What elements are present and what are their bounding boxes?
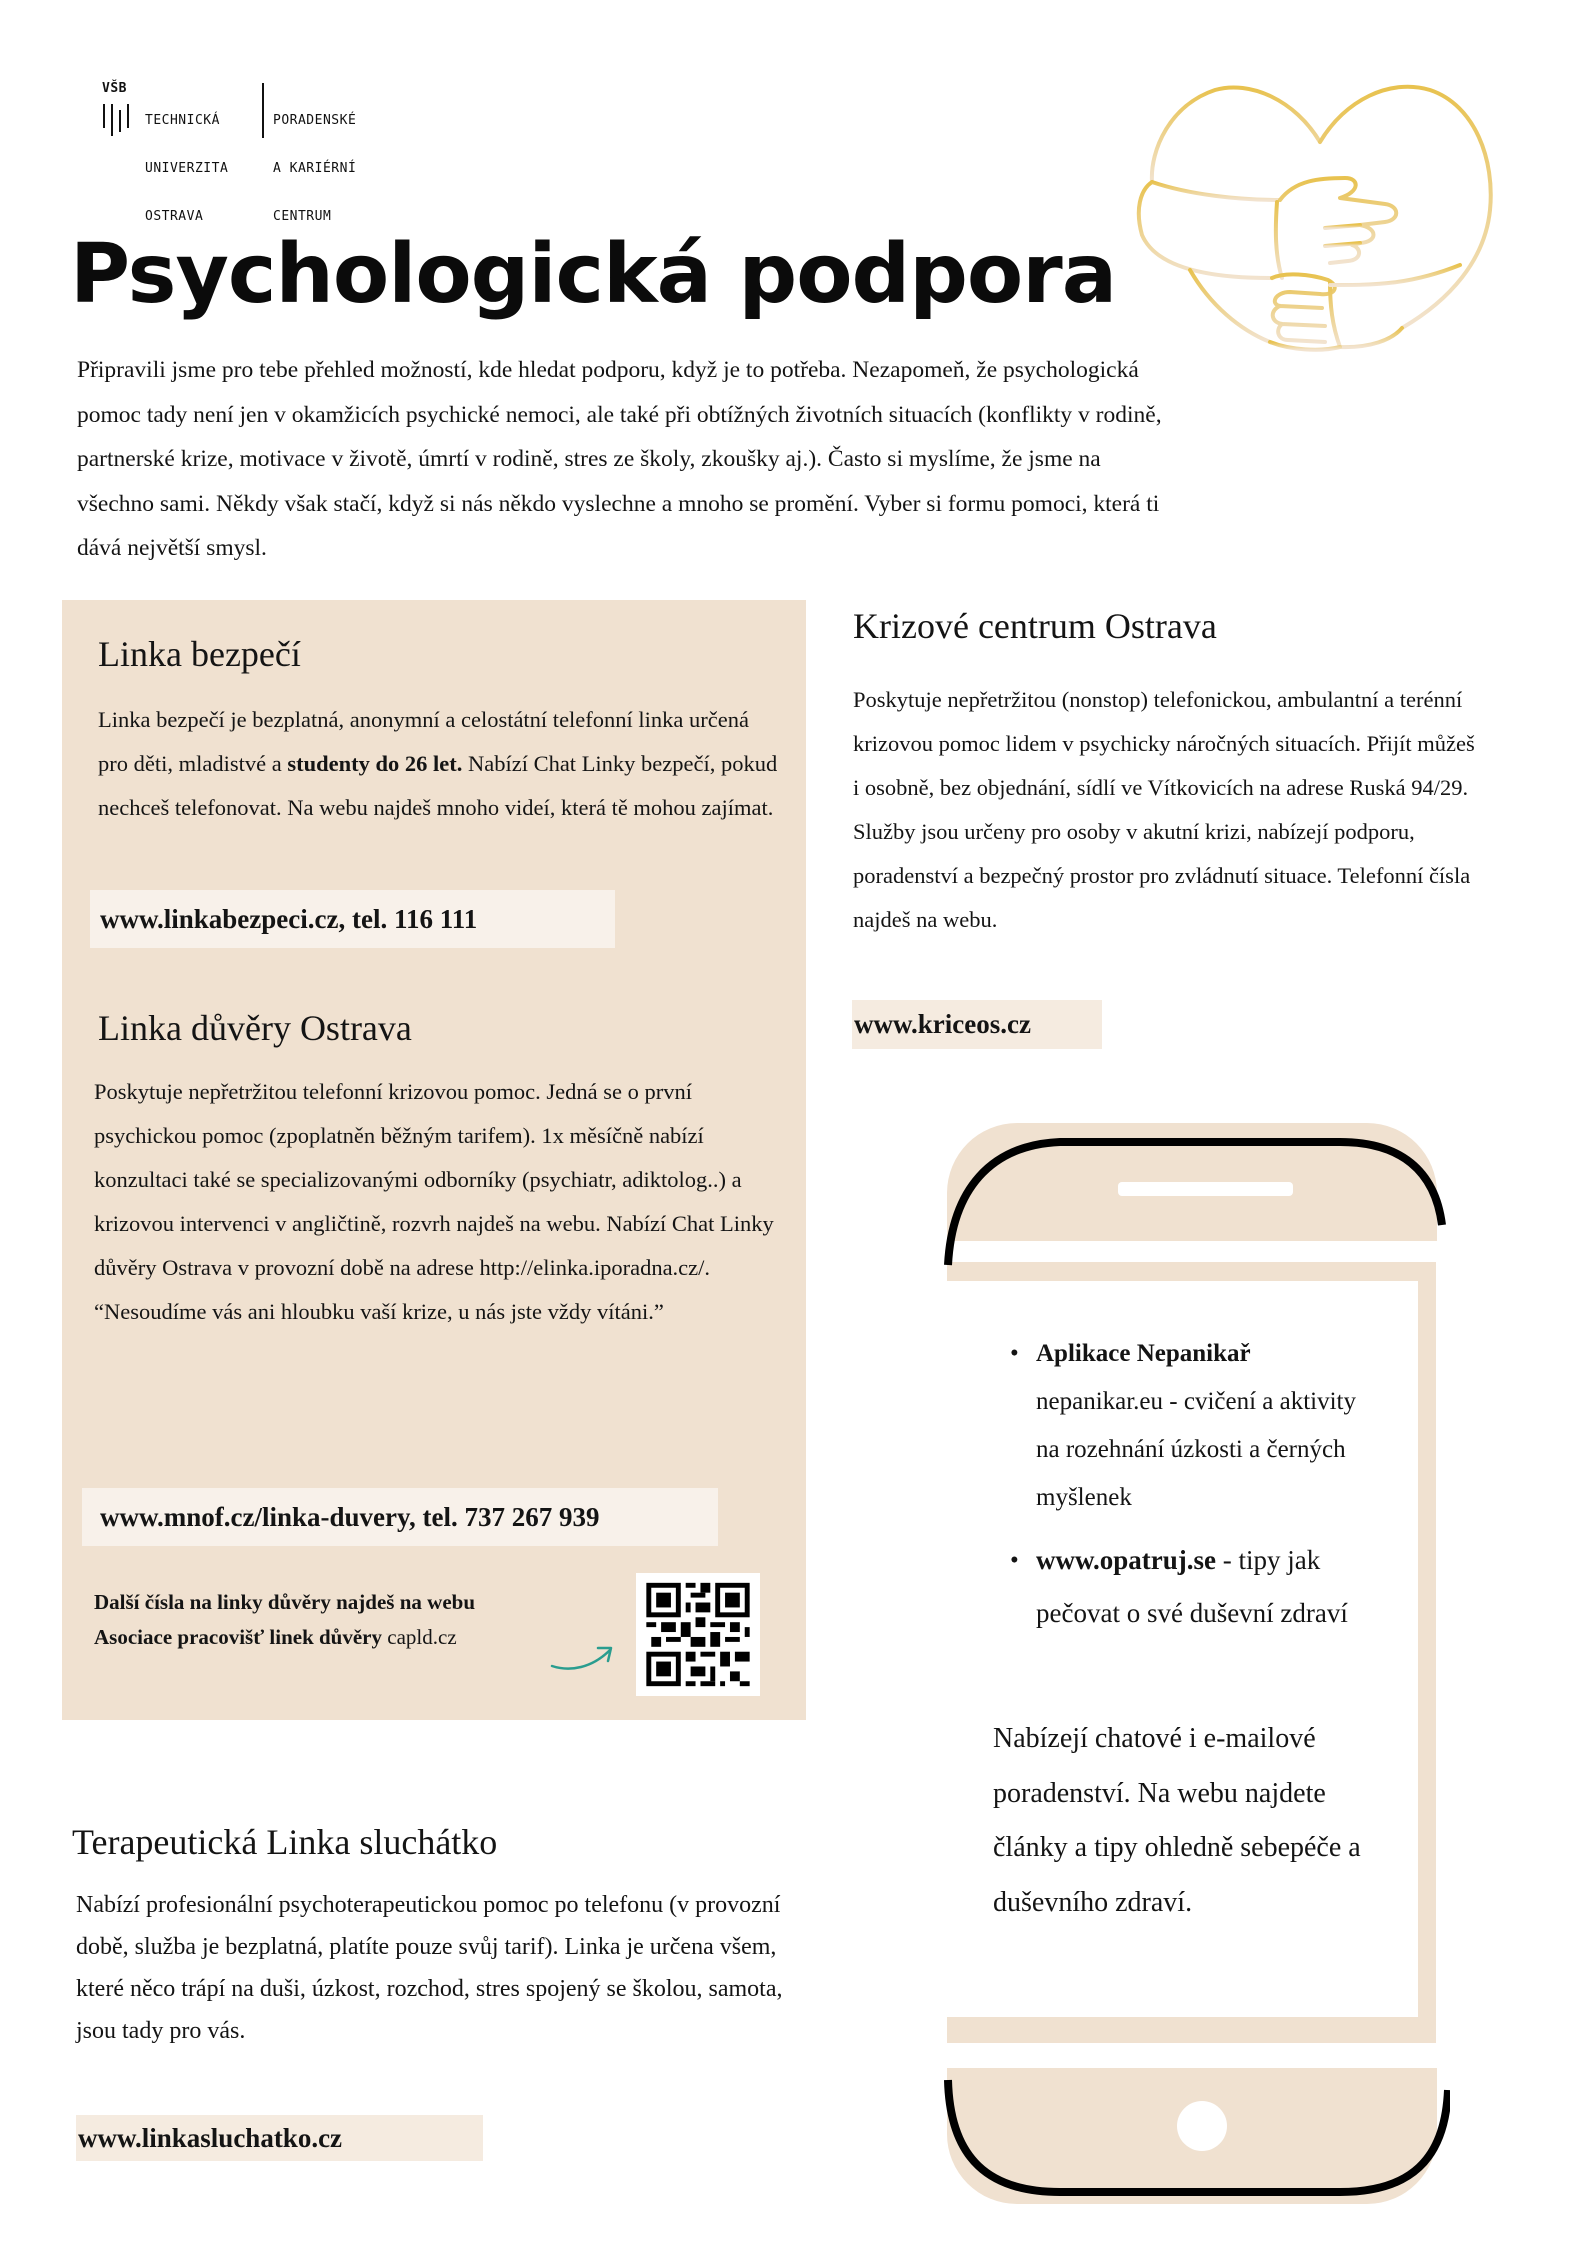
linka-bezpeci-link[interactable]: www.linkabezpeci.cz, tel. 116 111 (90, 890, 615, 948)
linka-bezpeci-body-text-2: Nabízí Chat Linky bezpečí, pokud nechceš telefonovat. Na webu najdeš mnoho videí, která tě mohou zajímat. (98, 751, 778, 820)
opatruj-link[interactable]: www.opatruj.se (1036, 1545, 1216, 1575)
linka-bezpeci-body (98, 698, 778, 830)
opatruj-description: - tipy jak pečovat o své duševní zdraví (1036, 1545, 1348, 1628)
bullet-icon: • (1010, 1340, 1019, 1367)
more-lines-text-1: Další čísla na linky důvěry najdeš na webu (94, 1590, 475, 1614)
list-item-nepanikar (1010, 1330, 1410, 1522)
university-logo (0, 0, 400, 224)
logo-line-karierni: A KARIÉRNÍ (273, 161, 357, 176)
list-item-opatruj (1010, 1534, 1410, 1640)
logo-line-poradenske: PORADENSKÉ (273, 113, 357, 128)
krizove-centrum-link[interactable]: www.kriceos.cz (852, 1000, 1102, 1049)
linka-duvery-title: Linka důvěry Ostrava (98, 1008, 412, 1048)
linka-duvery-link[interactable]: www.mnof.cz/linka-duvery, tel. 737 267 939 (82, 1488, 718, 1546)
intro-paragraph: Připravili jsme pro tebe přehled možností, kde hledat podporu, když je to potřeba. Nezapomeň, že psychologická pomoc tady není jen v okamžicích psychické nemoci, ale také při obtížných životních situacích (konflikty v rodině, partnerské krize, motivace v životě, úmrtí v rodině, stres ze školy, zkoušky aj.). Často si myslíme, že jsme na všechno sami. Někdy však stačí, když si nás někdo vyslechne a mnoho se promění. Vyber si formu pomoci, která ti dává největší smysl. (77, 357, 1162, 561)
logo-line-univerzita: UNIVERZITA (145, 161, 229, 176)
logo-line-technicka: TECHNICKÁ (145, 113, 220, 128)
logo-bars-icon (102, 102, 142, 138)
krizove-centrum-title: Krizové centrum Ostrava (853, 606, 1217, 646)
bullet-icon: • (1010, 1547, 1019, 1574)
more-lines-note (94, 1585, 475, 1655)
linka-bezpeci-title: Linka bezpečí (98, 634, 301, 674)
krizove-centrum-body: Poskytuje nepřetržitou (nonstop) telefonickou, ambulantní a terénní krizovou pomoc lidem v psychicky náročných situacích. Přijít můžeš i osobně, bez objednání, sídlí ve Vítkovicích na adrese Ruská 94/29. Služby jsou určeny pro osoby v akutní krizi, nabízejí podporu, poradenství a bezpečný prostor pro zvládnutí situace. Telefonní čísla najdeš na webu. (853, 687, 1475, 932)
logo-line-centrum: CENTRUM (273, 209, 332, 224)
linka-duvery-quote: “Nesoudíme vás ani hloubku vaší krize, u nás jste vždy vítáni.” (94, 1299, 664, 1324)
capld-link[interactable]: capld.cz (382, 1625, 457, 1649)
more-lines-association: Asociace pracovišť linek důvěry (94, 1625, 383, 1649)
page-title: Psychologická podpora (70, 227, 1117, 322)
logo-line-ostrava: OSTRAVA (145, 209, 204, 224)
heart-hug-icon (1130, 60, 1500, 360)
phone-resource-list (1010, 1330, 1410, 1640)
arrow-right-icon (548, 1640, 618, 1675)
linka-bezpeci-age-highlight: studenty do 26 let. (287, 751, 463, 776)
logo-vsb: VŠB (102, 81, 127, 96)
nepanikar-app-link[interactable]: Aplikace Nepanikař (1036, 1340, 1251, 1367)
sluchatko-title: Terapeutická Linka sluchátko (72, 1822, 498, 1862)
linka-duvery-description: Poskytuje nepřetržitou telefonní krizovou pomoc. Jedná se o první psychickou pomoc (zpoplatněn běžným tarifem). 1x měsíčně nabízí konzultaci také se specializovanými odborníky (psychiatr, adiktolog..) a krizovou intervenci v angličtině, rozvrh najdeš na webu. Nabízí Chat Linky důvěry Ostrava v provozní době na adrese http://elinka.iporadna.cz/. (94, 1079, 774, 1280)
logo-divider (262, 83, 264, 138)
phone-paragraph: Nabízejí chatové i e-mailové poradenství. Na webu najdete články a tipy ohledně sebepéče a duševního zdraví. (993, 1723, 1361, 1918)
qr-code-icon (636, 1573, 760, 1696)
phone-outline-icon (940, 1130, 1450, 2205)
linka-duvery-body (94, 1070, 774, 1334)
nepanikar-description: nepanikar.eu - cvičení a aktivity na rozehnání úzkosti a černých myšlenek (1036, 1388, 1357, 1511)
sluchatko-link[interactable]: www.linkasluchatko.cz (76, 2115, 483, 2161)
sluchatko-body: Nabízí profesionální psychoterapeutickou pomoc po telefonu (v provozní době, služba je bezplatná, platíte pouze svůj tarif). Linka je určena všem, které něco trápí na duši, úzkost, rozchod, stres spojený se školou, samota, jsou tady pro vás. (76, 1892, 783, 2044)
linka-bezpeci-body-text: Linka bezpečí je bezplatná, anonymní a celostátní telefonní linka určená pro děti, mladistvé a (98, 707, 749, 776)
qr-code[interactable] (636, 1573, 760, 1696)
